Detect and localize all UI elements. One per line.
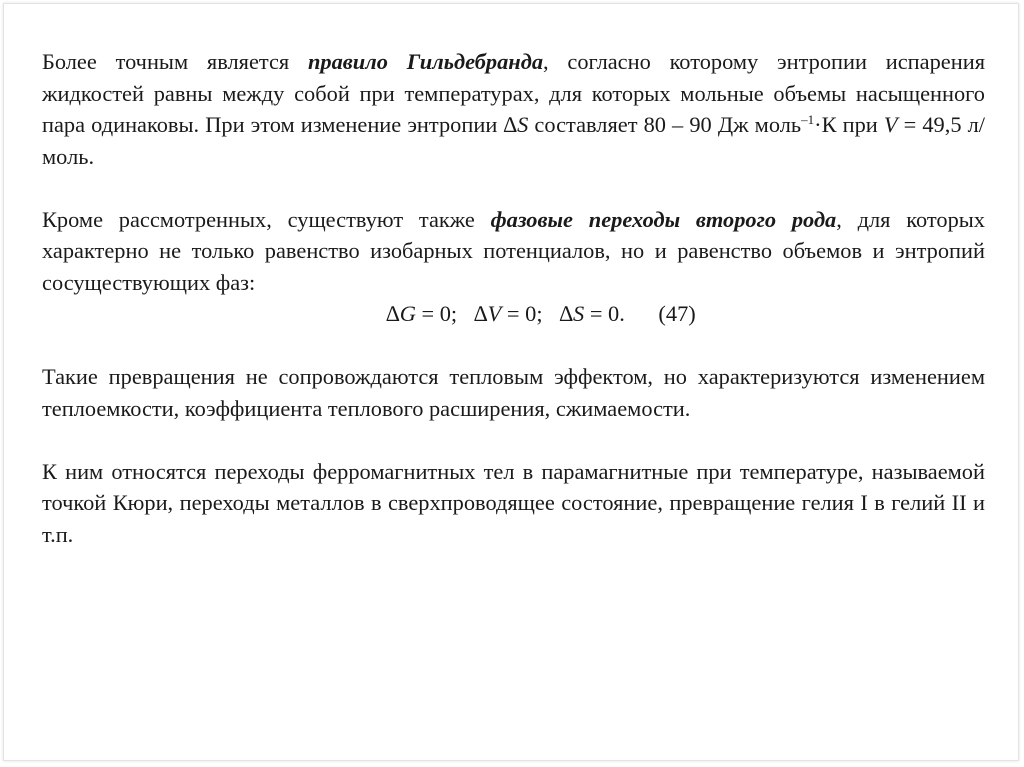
spacer [42,424,985,456]
p1-var-s: S [517,112,529,137]
eq-part-3: = 0. (47) [584,301,696,326]
p2-text-1: Кроме рассмотренных, существуют также [42,206,491,232]
eq-var-s: S [573,301,585,326]
p1-text-2: , согласно которому энтропии испарения жидкостей равны между собой при температурах, для которых мольные объемы насыщенного пара одинаковы. При этом изменение энтропии ∆ [42,49,985,137]
slide-content [42,46,985,550]
spacer [42,172,985,204]
p1-text-4: ·К при [814,112,884,137]
p1-text-5: = 49,5 л/моль. [42,112,986,169]
paragraph-second-order-transitions [42,204,985,299]
p1-text-1: Более точным является [42,49,308,74]
paragraph-curie-point: К ним относятся переходы ферромагнитных тел в парамагнитные при температуре, называемой точкой Кюри, переходы металлов в сверхпроводящее состояние, превращение гелия I в гелий II и т.п. [42,458,985,547]
eq-delta-1: ∆ [386,301,400,326]
p1-text-3: составляет 80 – 90 Дж моль [528,112,802,137]
p1-emphasis-hildebrand-rule: правило Гильдебранда [307,49,544,74]
p1-var-v: V [883,112,898,137]
p2-text-2: , для которых характерно не только равенство изобарных потенциалов, но и равенство объемов и энтропий сосуществующих фаз: [42,206,985,295]
eq-part-1: = 0; ∆ [415,301,488,326]
eq-var-v: V [487,301,502,326]
slide [3,3,1019,761]
eq-part-2: = 0; ∆ [501,301,574,326]
p1-superscript: –1 [801,112,815,127]
paragraph-no-heat-effect: Такие превращения не сопровождаются тепловым эффектом, но характеризуются изменением теплоемкости, коэффициента теплового расширения, сжимаемости. [42,364,985,421]
paragraph-hildebrand-rule [42,46,985,172]
eq-var-g: G [399,301,416,326]
p2-emphasis-second-order: фазовые переходы второго рода [490,206,837,232]
equation-47 [42,298,985,330]
spacer [42,330,985,362]
